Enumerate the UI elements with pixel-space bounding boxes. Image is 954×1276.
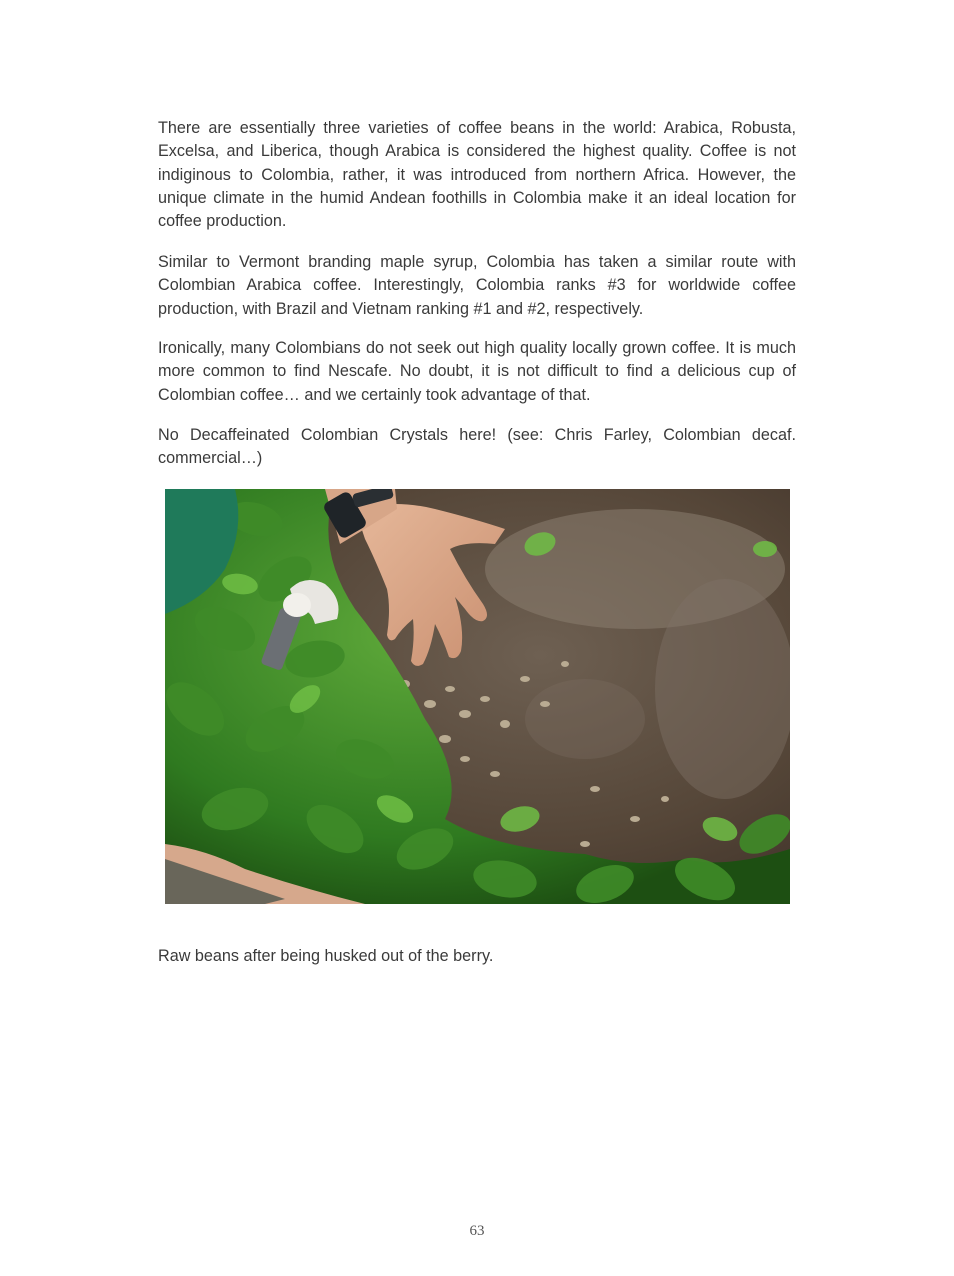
photo-caption: Raw beans after being husked out of the berry. — [158, 947, 494, 965]
paragraph-coffee-varieties: There are essentially three varieties of coffee beans in the world: Arabica, Robusta, Excelsa, and Liberica, though Arabica is considered the highest quality. Coffee is not indiginous to Colombia, rather, it was introduced from northern Africa. However, the unique climate in the humid Andean foothills in Colombia make it an ideal location for coffee production. — [158, 119, 796, 231]
coffee-seedlings-photo — [165, 489, 790, 904]
page-number: 63 — [469, 1223, 485, 1239]
paragraph-colombian-arabica: Similar to Vermont branding maple syrup, Colombia has taken a similar route with Colombian Arabica coffee. Interestingly, Colombia ranks #3 for worldwide coffee production, with Brazil and Vietnam ranking #1 and #2, respectively. — [158, 253, 796, 318]
paragraph-decaf-crystals: No Decaffeinated Colombian Crystals here! (see: Chris Farley, Colombian decaf. commercial…) — [158, 426, 796, 468]
paragraph-nescafe: Ironically, many Colombians do not seek out high quality locally grown coffee. It is much more common to find Nescafe. No doubt, it is not difficult to find a delicious cup of Colombian coffee… and we certainly took advantage of that. — [158, 339, 796, 404]
